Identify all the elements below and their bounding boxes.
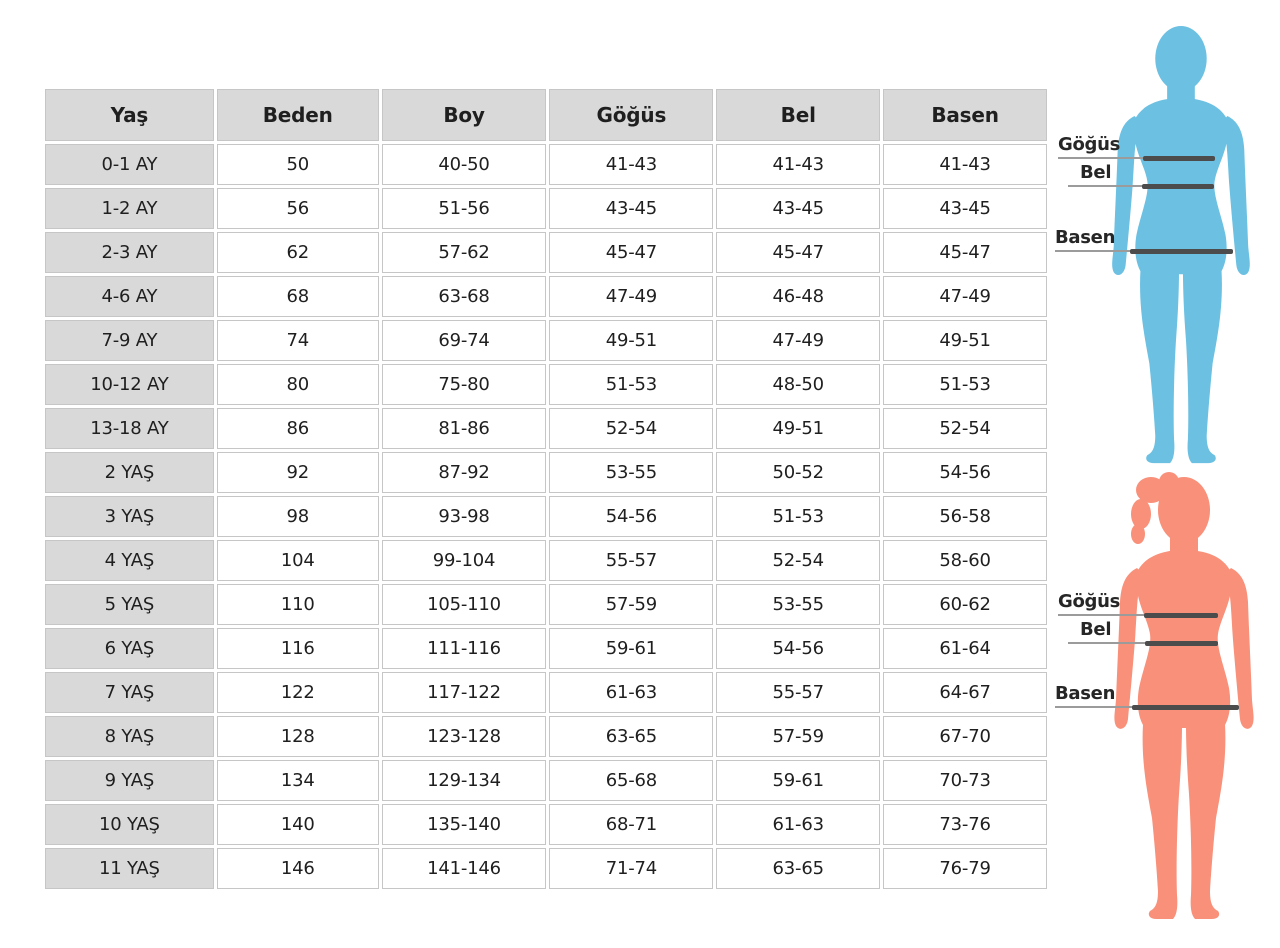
value-cell: 73-76	[883, 804, 1047, 845]
value-cell: 52-54	[716, 540, 880, 581]
table-row	[45, 276, 1047, 317]
value-cell: 47-49	[883, 276, 1047, 317]
row-label-cell: 2-3 AY	[45, 232, 214, 273]
row-label-cell: 2 YAŞ	[45, 452, 214, 493]
value-cell: 122	[217, 672, 379, 713]
value-cell: 60-62	[883, 584, 1047, 625]
value-cell: 48-50	[716, 364, 880, 405]
row-label-cell: 10 YAŞ	[45, 804, 214, 845]
value-cell: 59-61	[716, 760, 880, 801]
value-cell: 75-80	[382, 364, 547, 405]
value-cell: 71-74	[549, 848, 713, 889]
value-cell: 45-47	[716, 232, 880, 273]
value-cell: 81-86	[382, 408, 547, 449]
value-cell: 57-59	[716, 716, 880, 757]
value-cell: 52-54	[549, 408, 713, 449]
value-cell: 116	[217, 628, 379, 669]
value-cell: 50-52	[716, 452, 880, 493]
table-row	[45, 232, 1047, 273]
row-label-cell: 7-9 AY	[45, 320, 214, 361]
value-cell: 55-57	[549, 540, 713, 581]
table-row	[45, 540, 1047, 581]
value-cell: 41-43	[549, 144, 713, 185]
value-cell: 99-104	[382, 540, 547, 581]
value-cell: 46-48	[716, 276, 880, 317]
column-header: Basen	[883, 89, 1047, 141]
waist-label: Bel	[1080, 162, 1112, 183]
value-cell: 51-53	[549, 364, 713, 405]
column-header: Bel	[716, 89, 880, 141]
value-cell: 49-51	[716, 408, 880, 449]
table-row	[45, 716, 1047, 757]
value-cell: 146	[217, 848, 379, 889]
value-cell: 53-55	[716, 584, 880, 625]
value-cell: 110	[217, 584, 379, 625]
table-row	[45, 848, 1047, 889]
waist-measure-bar	[1145, 641, 1218, 646]
table-row	[45, 144, 1047, 185]
table-row	[45, 364, 1047, 405]
value-cell: 135-140	[382, 804, 547, 845]
value-cell: 45-47	[549, 232, 713, 273]
value-cell: 41-43	[883, 144, 1047, 185]
table-row	[45, 760, 1047, 801]
value-cell: 57-62	[382, 232, 547, 273]
size-chart-table	[42, 86, 1050, 892]
value-cell: 105-110	[382, 584, 547, 625]
table-row	[45, 804, 1047, 845]
value-cell: 59-61	[549, 628, 713, 669]
table-row	[45, 188, 1047, 229]
value-cell: 43-45	[549, 188, 713, 229]
value-cell: 56	[217, 188, 379, 229]
value-cell: 69-74	[382, 320, 547, 361]
row-label-cell: 6 YAŞ	[45, 628, 214, 669]
waist-measure-bottom	[1068, 618, 1218, 644]
value-cell: 141-146	[382, 848, 547, 889]
value-cell: 65-68	[549, 760, 713, 801]
row-label-cell: 9 YAŞ	[45, 760, 214, 801]
hip-measure-bar	[1132, 705, 1239, 710]
value-cell: 74	[217, 320, 379, 361]
waist-label: Bel	[1080, 619, 1112, 640]
hip-measure-bar	[1130, 249, 1233, 254]
value-cell: 63-65	[716, 848, 880, 889]
value-cell: 80	[217, 364, 379, 405]
value-cell: 67-70	[883, 716, 1047, 757]
table-row	[45, 320, 1047, 361]
value-cell: 61-63	[716, 804, 880, 845]
row-label-cell: 5 YAŞ	[45, 584, 214, 625]
value-cell: 49-51	[883, 320, 1047, 361]
value-cell: 63-68	[382, 276, 547, 317]
value-cell: 140	[217, 804, 379, 845]
value-cell: 92	[217, 452, 379, 493]
waist-measure-bar	[1142, 184, 1214, 189]
table-body	[45, 144, 1047, 889]
value-cell: 76-79	[883, 848, 1047, 889]
value-cell: 68-71	[549, 804, 713, 845]
row-label-cell: 11 YAŞ	[45, 848, 214, 889]
table-row	[45, 408, 1047, 449]
row-label-cell: 7 YAŞ	[45, 672, 214, 713]
table-row	[45, 496, 1047, 537]
value-cell: 123-128	[382, 716, 547, 757]
value-cell: 68	[217, 276, 379, 317]
column-header: Göğüs	[549, 89, 713, 141]
value-cell: 56-58	[883, 496, 1047, 537]
column-header: Yaş	[45, 89, 214, 141]
hip-measure-top	[1055, 226, 1233, 252]
value-cell: 57-59	[549, 584, 713, 625]
value-cell: 40-50	[382, 144, 547, 185]
value-cell: 117-122	[382, 672, 547, 713]
value-cell: 104	[217, 540, 379, 581]
row-label-cell: 3 YAŞ	[45, 496, 214, 537]
row-label-cell: 1-2 AY	[45, 188, 214, 229]
value-cell: 64-67	[883, 672, 1047, 713]
chest-measure-bottom	[1058, 590, 1218, 616]
value-cell: 62	[217, 232, 379, 273]
hip-label: Basen	[1055, 227, 1116, 248]
value-cell: 111-116	[382, 628, 547, 669]
value-cell: 45-47	[883, 232, 1047, 273]
value-cell: 129-134	[382, 760, 547, 801]
table-row	[45, 584, 1047, 625]
value-cell: 98	[217, 496, 379, 537]
row-label-cell: 13-18 AY	[45, 408, 214, 449]
header-row	[45, 89, 1047, 141]
value-cell: 50	[217, 144, 379, 185]
value-cell: 47-49	[549, 276, 713, 317]
value-cell: 87-92	[382, 452, 547, 493]
value-cell: 54-56	[716, 628, 880, 669]
value-cell: 53-55	[549, 452, 713, 493]
table-row	[45, 452, 1047, 493]
column-header: Beden	[217, 89, 379, 141]
value-cell: 54-56	[883, 452, 1047, 493]
value-cell: 54-56	[549, 496, 713, 537]
hip-label: Basen	[1055, 683, 1116, 704]
row-label-cell: 8 YAŞ	[45, 716, 214, 757]
value-cell: 55-57	[716, 672, 880, 713]
value-cell: 52-54	[883, 408, 1047, 449]
value-cell: 93-98	[382, 496, 547, 537]
value-cell: 41-43	[716, 144, 880, 185]
figure-panel	[1050, 0, 1280, 948]
value-cell: 128	[217, 716, 379, 757]
row-label-cell: 4 YAŞ	[45, 540, 214, 581]
row-label-cell: 4-6 AY	[45, 276, 214, 317]
value-cell: 58-60	[883, 540, 1047, 581]
chest-measure-top	[1058, 133, 1215, 159]
hip-measure-bottom	[1055, 682, 1239, 708]
chest-label: Göğüs	[1058, 134, 1121, 155]
value-cell: 86	[217, 408, 379, 449]
row-label-cell: 0-1 AY	[45, 144, 214, 185]
table-row	[45, 628, 1047, 669]
value-cell: 49-51	[549, 320, 713, 361]
value-cell: 43-45	[716, 188, 880, 229]
value-cell: 51-53	[883, 364, 1047, 405]
value-cell: 43-45	[883, 188, 1047, 229]
value-cell: 63-65	[549, 716, 713, 757]
value-cell: 47-49	[716, 320, 880, 361]
value-cell: 61-63	[549, 672, 713, 713]
value-cell: 70-73	[883, 760, 1047, 801]
column-header: Boy	[382, 89, 547, 141]
waist-measure-top	[1068, 161, 1214, 187]
table-row	[45, 672, 1047, 713]
chest-label: Göğüs	[1058, 591, 1121, 612]
value-cell: 61-64	[883, 628, 1047, 669]
value-cell: 51-56	[382, 188, 547, 229]
value-cell: 51-53	[716, 496, 880, 537]
value-cell: 134	[217, 760, 379, 801]
row-label-cell: 10-12 AY	[45, 364, 214, 405]
